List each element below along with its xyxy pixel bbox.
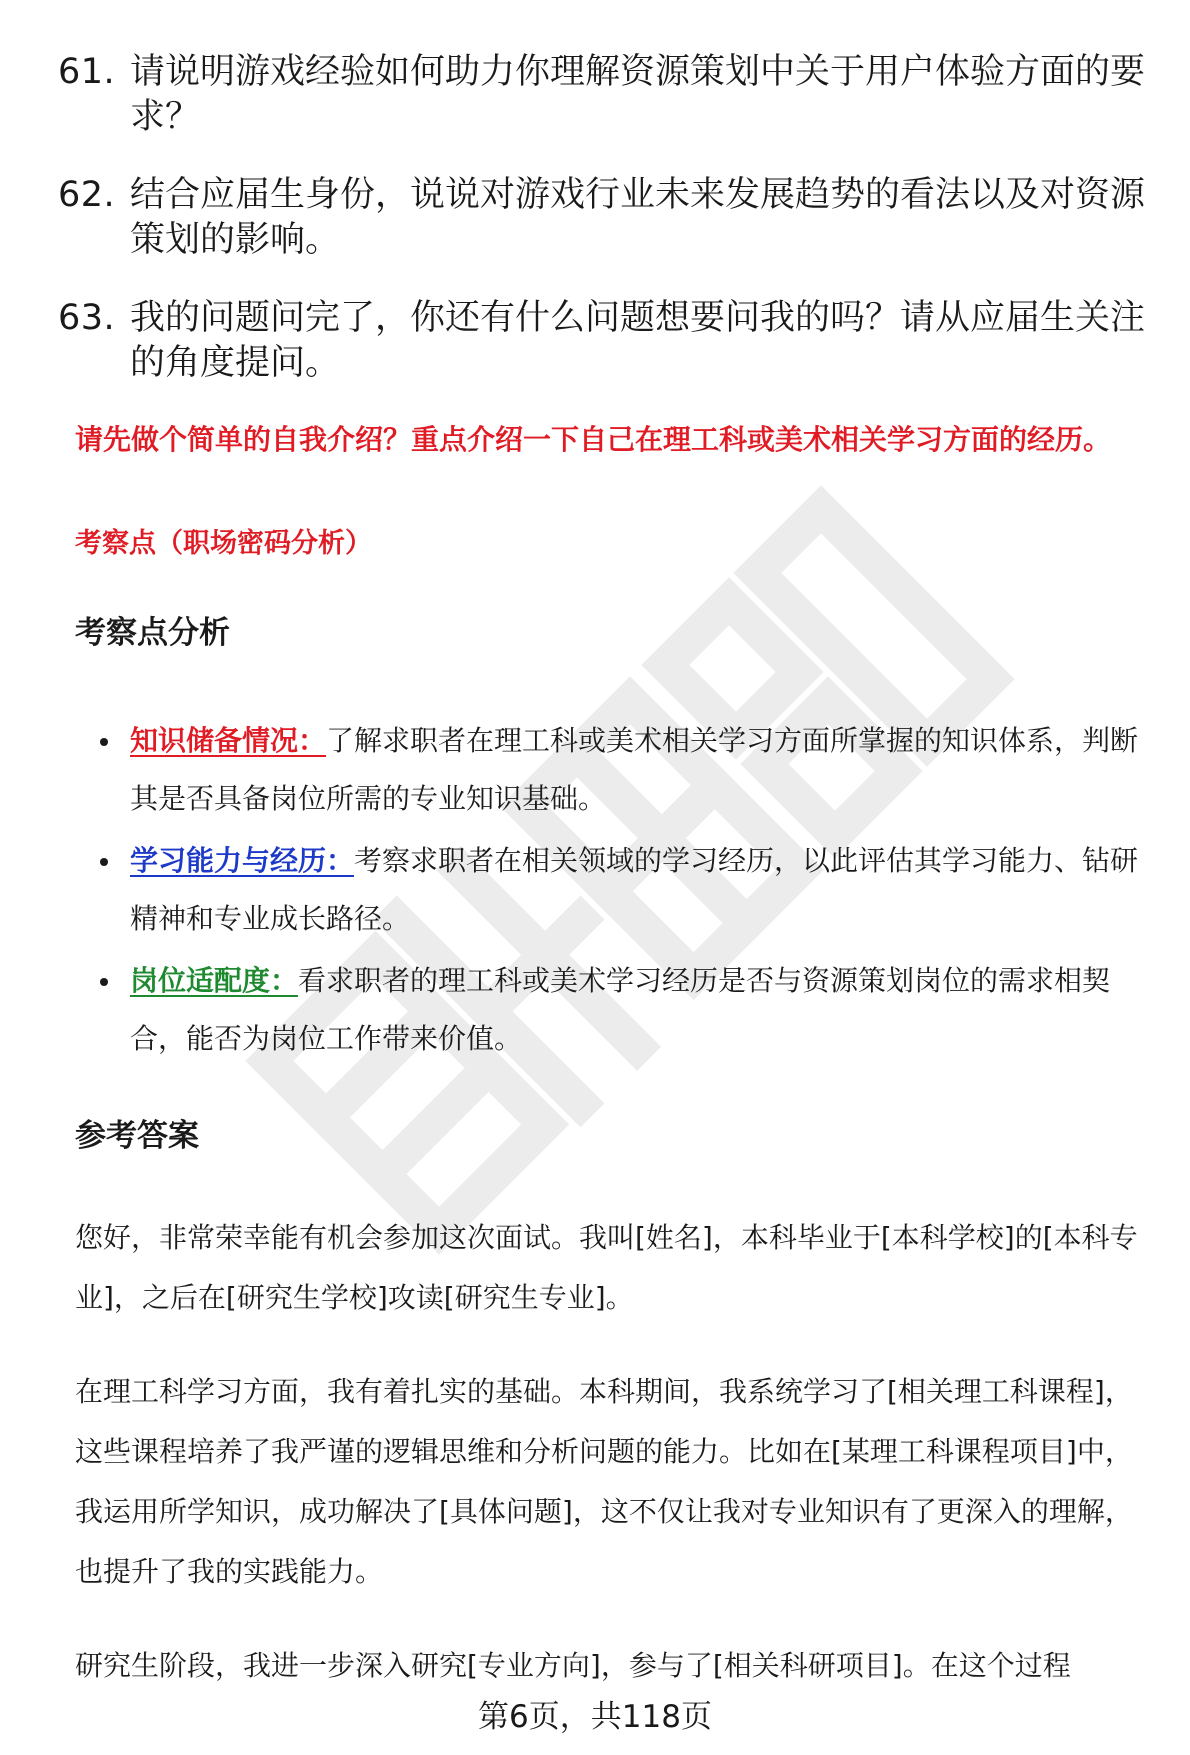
question-item <box>58 173 1148 263</box>
question-title: 请先做个简单的自我介绍？重点介绍一下自己在理工科或美术相关学习方面的经历。 <box>75 423 1112 456</box>
analysis-bullet-list <box>100 712 1160 1072</box>
question-text: 请说明游戏经验如何助力你理解资源策划中关于用户体验方面的要求？ <box>130 52 1146 137</box>
analysis-bullet <box>100 952 1160 1068</box>
bullet-text: 考察求职者在相关领域的学习经历，以此评估其学习能力、钻研精神和专业成长路径。 <box>130 844 1139 935</box>
bullet-dot-icon <box>100 858 108 866</box>
question-number: 61. <box>58 52 116 92</box>
analysis-heading: 考察点分析 <box>75 615 230 651</box>
question-list <box>58 50 1148 419</box>
bullet-keyword: 学习能力与经历： <box>130 844 355 877</box>
question-text: 结合应届生身份，说说对游戏行业未来发展趋势的看法以及对资源策划的影响。 <box>130 175 1146 260</box>
question-item <box>58 296 1148 386</box>
question-item <box>58 50 1148 140</box>
section-subtitle: 考察点（职场密码分析） <box>75 528 372 559</box>
bullet-dot-icon <box>100 738 108 746</box>
bullet-text: 了解求职者在理工科或美术相关学习方面所掌握的知识体系，判断其是否具备岗位所需的专业知识基础。 <box>130 724 1139 815</box>
bullet-dot-icon <box>100 978 108 986</box>
answer-heading: 参考答案 <box>75 1118 199 1154</box>
bullet-text: 看求职者的理工科或美术学习经历是否与资源策划岗位的需求相契合，能否为岗位工作带来价值。 <box>130 964 1111 1055</box>
question-text: 我的问题问完了，你还有什么问题想要问我的吗？请从应届生关注的角度提问。 <box>130 298 1146 383</box>
analysis-bullet <box>100 712 1160 828</box>
answer-paragraph: 研究生阶段，我进一步深入研究[专业方向]，参与了[相关科研项目]。在这个过程 <box>75 1649 1071 1682</box>
page-number-footer: 第6页，共118页 <box>478 1699 712 1735</box>
answer-paragraph: 在理工科学习方面，我有着扎实的基础。本科期间，我系统学习了[相关理工科课程]，这些课程培养了我严谨的逻辑思维和分析问题的能力。比如在[某理工科课程项目]中，我运用所学知识，成功解决了[具体问题]，这不仅让我对专业知识有了更深入的理解，也提升了我的实践能力。 <box>75 1375 1133 1588</box>
bullet-keyword: 岗位适配度： <box>130 964 299 997</box>
bullet-keyword: 知识储备情况： <box>130 724 327 757</box>
question-number: 62. <box>58 175 116 215</box>
analysis-bullet <box>100 832 1160 948</box>
question-number: 63. <box>58 298 116 338</box>
answer-paragraph: 您好，非常荣幸能有机会参加这次面试。我叫[姓名]，本科毕业于[本科学校]的[本科专业]，之后在[研究生学校]攻读[研究生专业]。 <box>75 1221 1138 1314</box>
